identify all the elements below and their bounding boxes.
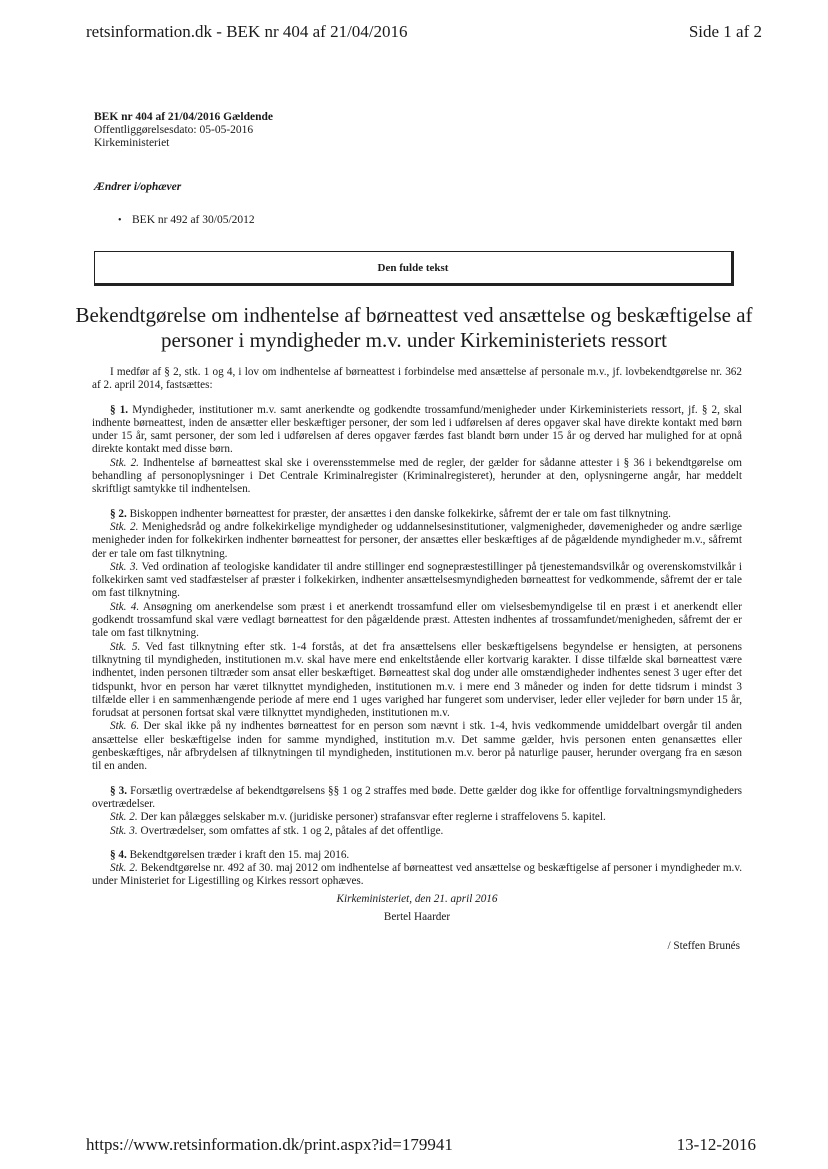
signature-secondary: / Steffen Brunés [667,940,740,953]
section-text: Forsætlig overtrædelse af bekendtgørelsens §§ 1 og 2 straffes med bøde. Dette gælder dog ikke for offentlige forvaltningsmyndigheders overtrædelser. [92,784,743,810]
section-label: § 1. [110,403,129,416]
stk-text: Menighedsråd og andre folkekirkelige myndigheder og uddannelsesinstitutioner, valgmenigheder, døvemenigheder og andre særlige menigheder inden for folkekirken indhenter børneattest for personer, der ansættes eller beskæftiges af de pågældende myndigheder m.v., såfremt der er tale om fast tilknytning. [92,520,743,560]
stk-label: Stk. 2. [110,520,139,533]
full-text-button[interactable]: Den fulde tekst [94,251,734,286]
stk-paragraph [92,521,742,561]
print-header-page: Side 1 af 2 [688,22,762,41]
section-1 [92,404,742,457]
document-meta [94,111,273,150]
stk-paragraph [92,641,742,721]
signature-place-date: Kirkeministeriet, den 21. april 2016 [336,892,498,905]
stk-paragraph [92,862,742,889]
section-label: § 2. [110,507,127,520]
stk-text: Ved fast tilknytning efter stk. 1-4 forstås, at det fra ansættelsens eller beskæftigelsens begyndelse er hensigten, at personens tilknytning til myndigheden, institutionen m.v. skal have mere end enkeltstående eller kortvarig karakter. I disse tilfælde skal børneattest være indhentet, inden personen tiltræder som ansat eller beskæftiget. Børneattest skal dog under alle omstændigheder indhentes senest 3 uger efter det tidspunkt, hvor en person har været tilknyttet myndigheden, institutionen m.v. i mere end 3 måneder og inden for dette tidsrum i mindst 3 tilfælde eller i en sammenhængende periode af mere end 1 uges varighed har fungeret som underviser, leder eller vejleder for børn under 15 år, forudsat at personen fortsat skal være tilknyttet myndigheden, institutionen m.v. [92,640,742,720]
stk-text: Der skal ikke på ny indhentes børneattest for en person som nævnt i stk. 1-4, hvis vedkommende umiddelbart overgår til anden ansættelse eller beskæftigelse inden for samme myndighed, institution m.v. Det samme gælder, hvis personen enten genansættes eller genbeskæftiges, når afbrydelsen af tilknytningen til myndigheden, institutionen m.v. beror på naturlige pauser, herunder overgang fra en sæson til en anden. [92,720,743,773]
stk-text: Indhentelse af børneattest skal ske i overensstemmelse med de regler, der gælder for sådanne attester i § 36 i bekendtgørelse om behandling af personoplysninger i Det Centrale Kriminalregister (Kriminalregisteret), herunder at den, oplysningerne angår, har meddelt skriftligt samtykke til indhentelsen. [92,456,742,496]
section-2 [92,508,742,521]
stk-label: Stk. 5. [110,640,141,653]
stk-text: Ansøgning om anerkendelse som præst i et anerkendt trossamfund eller om vielsesbemyndigelse til en præst i et anerkendt eller godkendt trossamfund skal være vedlagt børneattest for den pågældende præst. Attesten indhentes af trossamfundet/menigheden, såfremt der er tale om fast tilknytning. [92,600,742,640]
stk-text: Der kan pålægges selskaber m.v. (juridiske personer) strafansvar efter reglerne i straffelovens 5. kapitel. [140,811,606,824]
stk-label: Stk. 2. [110,456,139,469]
stk-label: Stk. 2. [110,862,138,875]
section-4 [92,849,742,862]
section-text: Myndigheder, institutioner m.v. samt anerkendte og godkendte trossamfund/menigheder under Kirkeministeriets ressort, jf. § 2, skal indhente børneattest, inden de ansætter eller beskæftiger personer, der som led i udførelsen af deres opgaver skal have direkte kontakt med børn under 15 år, samt personer, der som led i udførelsen af deres opgaver færdes fast blandt børn under 15 år og derved har mulighed for at opnå direkte kontakt med disse børn. [92,403,743,456]
stk-label: Stk. 6. [110,720,140,733]
intro-paragraph: I medfør af § 2, stk. 1 og 4, i lov om indhentelse af børneattest i forbindelse med ansættelse af personale m.v., jf. lovbekendtgørelse nr. 362 af 2. april 2014, fastsættes: [92,366,742,392]
stk-paragraph [92,601,742,641]
changes-item[interactable]: • BEK nr 492 af 30/05/2012 [118,214,255,226]
changes-list [118,214,255,226]
section-text: Bekendtgørelsen træder i kraft den 15. maj 2016. [129,848,350,861]
stk-label: Stk. 4. [110,600,140,613]
document-title: Bekendtgørelse om indhentelse af børneattest ved ansættelse og beskæftigelse af personer i myndigheder m.v. under Kirkeministeriets ressort [75,303,753,352]
section-3 [92,785,742,812]
signature-name: Bertel Haarder [383,910,451,923]
stk-paragraph [92,457,742,497]
stk-text: Bekendtgørelse nr. 492 af 30. maj 2012 om indhentelse af børneattest ved ansættelse og beskæftigelse af personer i myndigheder m.v. under Ministeriet for Ligestilling og Kirkes ressort ophæves. [92,862,742,888]
stk-paragraph [92,561,742,601]
stk-paragraph [92,720,742,773]
stk-text: Overtrædelser, som omfattes af stk. 1 og 2, påtales af det offentlige. [140,824,444,837]
changes-heading: Ændrer i/ophæver [94,181,182,193]
stk-label: Stk. 2. [110,811,138,824]
document-body [92,366,742,954]
stk-paragraph [92,825,742,838]
publish-date: Offentliggørelsesdato: 05-05-2016 [94,124,254,136]
ministry-name: Kirkeministeriet [94,137,170,149]
print-footer-date: 13-12-2016 [676,1135,756,1154]
section-label: § 3. [110,784,128,797]
section-label: § 4. [110,848,127,861]
print-header-title: retsinformation.dk - BEK nr 404 af 21/04/2016 [86,22,408,41]
stk-text: Ved ordination af teologiske kandidater til andre stillinger end sognepræstestillinger på tjenestemandsvilkår og overenskomstvilkår i folkekirken samt ved stadfæstelser af præster i folkekirken, indhenter ansættelsesmyndigheden børneattest for vedkommende, såfremt der er tale om fast tilknytning. [92,560,742,600]
print-footer-url: https://www.retsinformation.dk/print.aspx?id=179941 [86,1135,453,1154]
stk-paragraph [92,811,742,824]
stk-label: Stk. 3. [110,824,138,837]
section-text: Biskoppen indhenter børneattest for præster, der ansættes i den danske folkekirke, såfremt der er tale om fast tilknytning. [129,507,671,520]
stk-label: Stk. 3. [110,560,139,573]
document-status: BEK nr 404 af 21/04/2016 Gældende [94,111,274,123]
